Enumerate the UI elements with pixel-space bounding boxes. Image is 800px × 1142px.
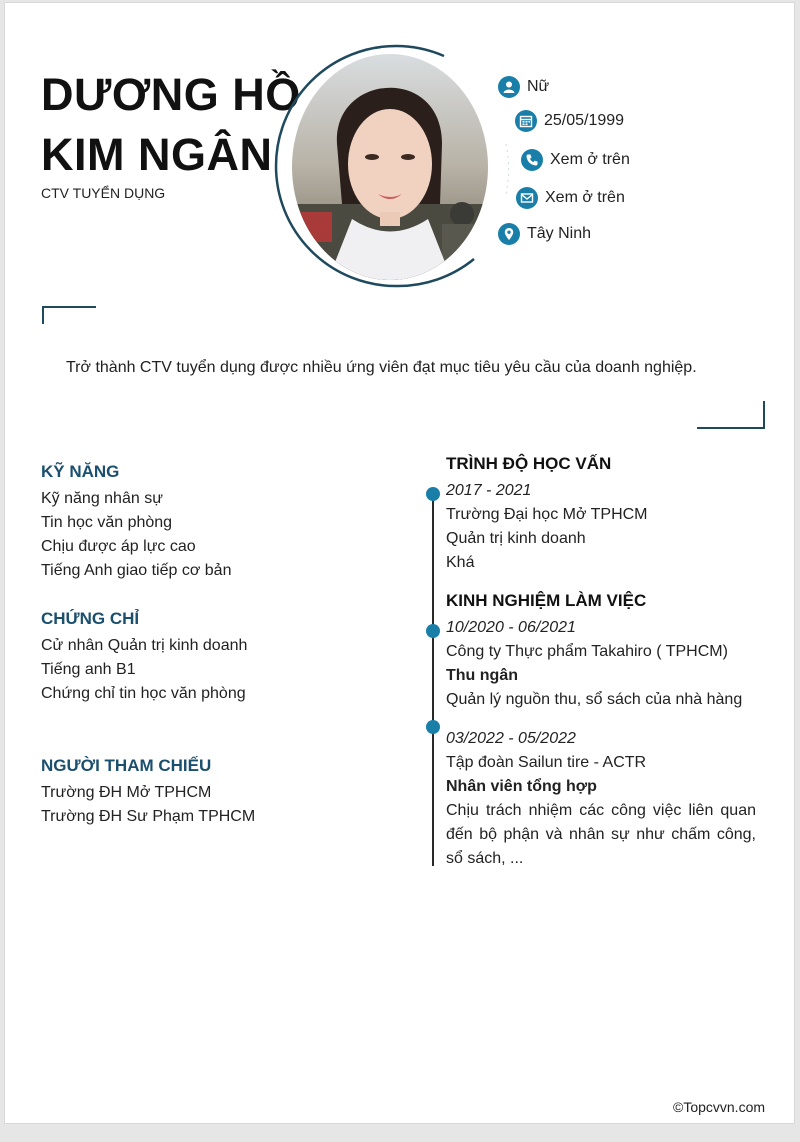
job-date: 10/2020 - 06/2021 — [446, 619, 576, 636]
certificates-title: CHỨNG CHỈ — [41, 609, 140, 628]
education-entry — [446, 479, 648, 575]
job-position: CTV TUYỂN DỤNG — [41, 185, 166, 201]
skills-title: KỸ NĂNG — [41, 462, 120, 481]
list-item: Cử nhân Quản trị kinh doanh — [41, 637, 248, 654]
timeline-dot — [426, 624, 440, 638]
list-item: Kỹ năng nhân sự — [41, 490, 163, 507]
timeline-dot — [426, 720, 440, 734]
list-item: Chứng chỉ tin học văn phòng — [41, 685, 246, 702]
education-grade: Khá — [446, 554, 475, 571]
job-entry — [446, 616, 742, 712]
phone-item — [521, 149, 630, 171]
job-role: Nhân viên tổng hợp — [446, 778, 597, 795]
gender-text: Nữ — [527, 78, 550, 95]
name-line-2: KIM NGÂN — [41, 129, 273, 180]
timeline-dot — [426, 487, 440, 501]
certificates-list — [41, 634, 247, 706]
email-text: Xem ở trên — [545, 189, 625, 206]
footer-credit: ©Topcvvn.com — [673, 1099, 766, 1115]
job-entry — [446, 727, 756, 871]
education-major: Quản trị kinh doanh — [446, 530, 586, 547]
corner-decoration-bottom-right — [697, 401, 765, 429]
experience-title: KINH NGHIỆM LÀM VIỆC — [446, 591, 647, 610]
birthday-item — [515, 110, 624, 132]
list-item: Trường ĐH Sư Phạm TPHCM — [41, 808, 256, 825]
list-item: Tiếng anh B1 — [41, 661, 136, 678]
education-title: TRÌNH ĐỘ HỌC VẤN — [446, 454, 612, 473]
career-objective: Trở thành CTV tuyển dụng được nhiều ứng viên đạt mục tiêu yêu cầu của doanh nghiệp. — [66, 359, 697, 376]
gender-item — [498, 76, 549, 98]
job-description: Quản lý nguồn thu, sổ sách của nhà hàng — [446, 691, 743, 708]
job-date: 03/2022 - 05/2022 — [446, 730, 576, 747]
calendar-icon — [515, 110, 537, 132]
avatar-photo — [292, 54, 488, 280]
address-text: Tây Ninh — [527, 225, 592, 242]
timeline-line — [432, 494, 434, 866]
address-item — [498, 223, 591, 245]
list-item: Trường ĐH Mở TPHCM — [41, 784, 212, 801]
references-title: NGƯỜI THAM CHIẾU — [41, 756, 212, 775]
name-line-1: DƯƠNG HỒ — [41, 69, 301, 120]
birthday-text: 25/05/1999 — [544, 112, 625, 129]
education-school: Trường Đại học Mở TPHCM — [446, 506, 648, 523]
job-company: Tập đoàn Sailun tire - ACTR — [446, 754, 647, 771]
list-item: Tin học văn phòng — [41, 514, 173, 531]
list-item: Tiếng Anh giao tiếp cơ bản — [41, 562, 232, 579]
education-date: 2017 - 2021 — [446, 482, 532, 499]
email-item — [516, 187, 625, 209]
skills-list — [41, 487, 231, 583]
location-pin-icon — [498, 223, 520, 245]
job-description: Chịu trách nhiệm các công việc liên quan đến bộ phận và nhân sự như chấm công, sổ sách, ... — [446, 802, 756, 867]
list-item: Chịu được áp lực cao — [41, 538, 196, 555]
job-role: Thu ngân — [446, 667, 518, 684]
cv-page — [4, 2, 795, 1124]
candidate-name — [41, 65, 301, 185]
email-icon — [516, 187, 538, 209]
phone-icon — [521, 149, 543, 171]
corner-decoration-top-left — [42, 306, 96, 324]
user-icon — [498, 76, 520, 98]
references-list — [41, 781, 255, 829]
phone-text: Xem ở trên — [550, 151, 630, 168]
job-company: Công ty Thực phẩm Takahiro ( TPHCM) — [446, 643, 728, 660]
